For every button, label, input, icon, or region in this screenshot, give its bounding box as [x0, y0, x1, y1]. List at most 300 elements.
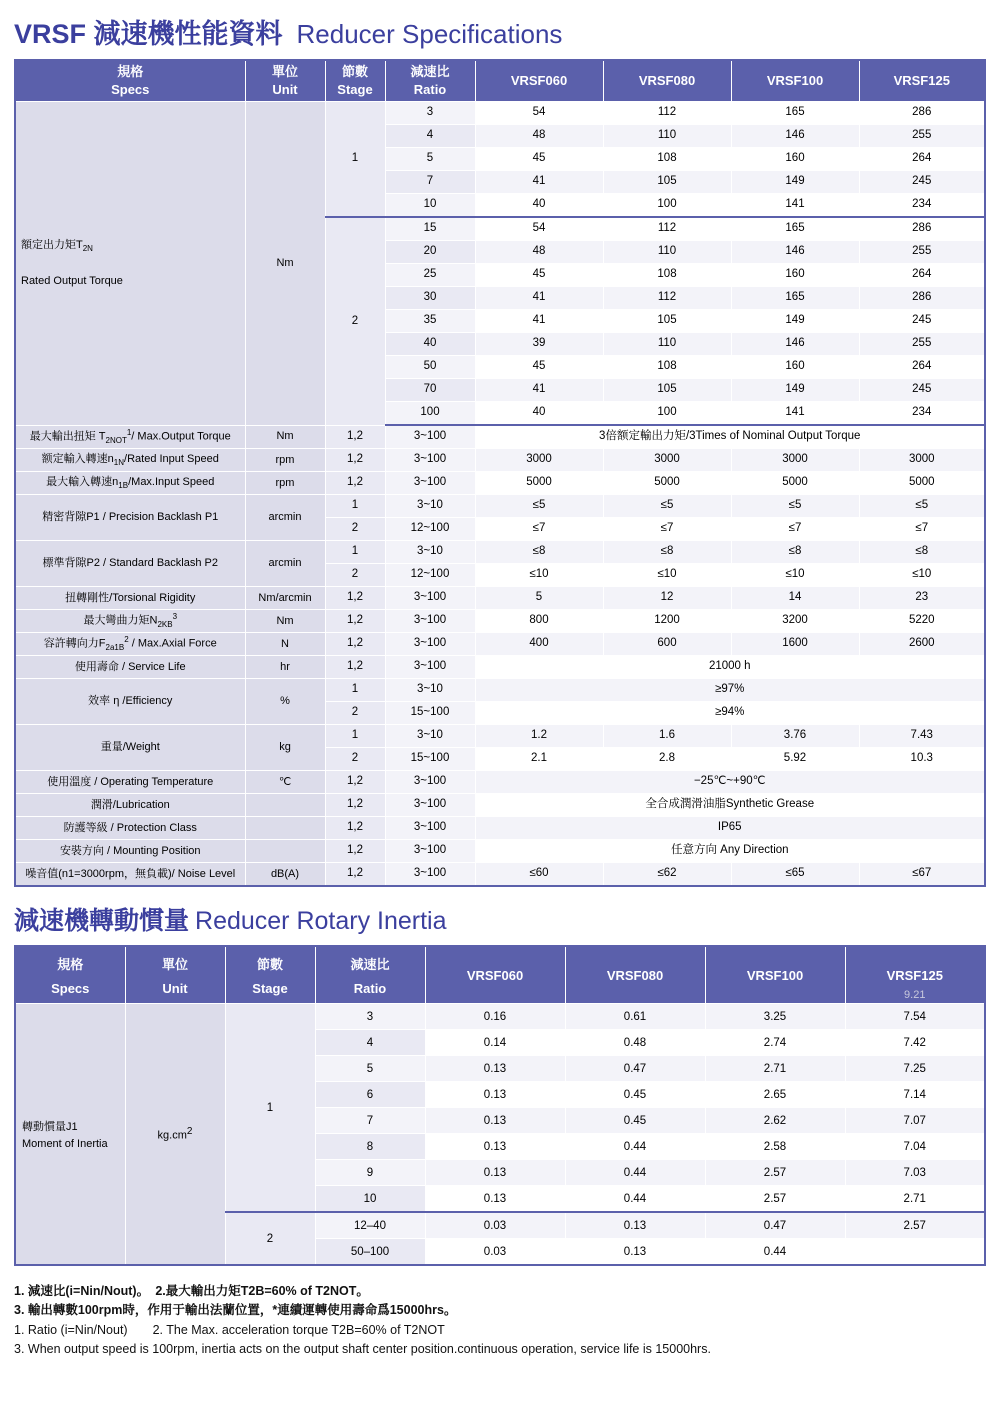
ratio-cell: 4	[385, 125, 475, 148]
value-cell: 0.13	[425, 1108, 565, 1134]
table-row	[15, 679, 985, 702]
table-row	[15, 587, 985, 610]
value-cell: 234	[859, 194, 985, 218]
unit-cell: hr	[245, 656, 325, 679]
value-cell: 1200	[603, 610, 731, 633]
header-vrsf100: VRSF100	[731, 60, 859, 102]
value-cell: 40	[475, 194, 603, 218]
value-cell: 146	[731, 125, 859, 148]
value-cell: 600	[603, 633, 731, 656]
value-cell: 0.16	[425, 1004, 565, 1030]
value-cell-merged: ≥97%	[475, 679, 985, 702]
rotary-inertia-table	[14, 945, 986, 1266]
table-row	[15, 771, 985, 794]
ratio-cell: 10	[315, 1186, 425, 1213]
ratio-cell: 3~100	[385, 794, 475, 817]
value-cell-merged: 3倍额定輸出力矩/3Times of Nominal Output Torque	[475, 425, 985, 449]
value-cell: ≤8	[859, 541, 985, 564]
value-cell: 165	[731, 287, 859, 310]
ratio-cell: 15	[385, 217, 475, 241]
value-cell: 149	[731, 171, 859, 194]
value-cell: 3000	[603, 449, 731, 472]
unit-cell	[245, 794, 325, 817]
header-specs: 規格 Specs	[15, 60, 245, 102]
page-title-cn: VRSF 減速機性能資料	[14, 19, 283, 49]
unit-cell: rpm	[245, 449, 325, 472]
value-cell: 12	[603, 587, 731, 610]
value-cell: 0.45	[565, 1108, 705, 1134]
label-max-output-torque: 最大輸出扭矩 $T_{2NOT}^1/$ Max.Output Torque	[15, 425, 245, 449]
ratio-cell: 30	[385, 287, 475, 310]
label-torsional-rigidity: 扭轉剛性/Torsional Rigidity	[15, 587, 245, 610]
value-cell: 0.13	[425, 1134, 565, 1160]
table-row	[15, 610, 985, 633]
ratio-cell: 3~10	[385, 725, 475, 748]
unit-cell: ℃	[245, 771, 325, 794]
value-cell: 2.71	[705, 1056, 845, 1082]
ratio-cell: 3~100	[385, 587, 475, 610]
value-cell: 112	[603, 287, 731, 310]
value-cell: 7.54	[845, 1004, 985, 1030]
value-cell: 45	[475, 356, 603, 379]
label-rated-output-torque: 額定出力矩$T_{2N}$ Rated Output Torque	[15, 102, 245, 426]
value-cell: 245	[859, 310, 985, 333]
value-cell: 141	[731, 194, 859, 218]
value-cell-merged: IP65	[475, 817, 985, 840]
value-cell: 264	[859, 356, 985, 379]
value-cell: 108	[603, 356, 731, 379]
ratio-cell: 50	[385, 356, 475, 379]
header-vrsf060: VRSF060	[475, 60, 603, 102]
header-ratio: 減速比 Ratio	[385, 60, 475, 102]
ratio-cell: 8	[315, 1134, 425, 1160]
value-cell: 110	[603, 125, 731, 148]
value-cell: 0.45	[565, 1082, 705, 1108]
footnote-en-1: 1. Ratio (i=Nin/Nout) 2. The Max. acceleration torque T2B=60% of T2NOT	[14, 1322, 445, 1337]
value-cell: 2.57	[705, 1160, 845, 1186]
value-cell: ≤7	[475, 518, 603, 541]
stage-cell: 1,2	[325, 472, 385, 495]
stage-cell: 2	[325, 564, 385, 587]
label-efficiency: 效率 η /Efficiency	[15, 679, 245, 725]
header-specs: 規格 Specs	[15, 946, 125, 1004]
stage-cell: 1	[325, 495, 385, 518]
value-cell: ≤10	[475, 564, 603, 587]
value-cell: 0.48	[565, 1030, 705, 1056]
ratio-cell: 3~100	[385, 863, 475, 887]
value-cell: 5000	[603, 472, 731, 495]
table-row	[15, 633, 985, 656]
value-cell: 3000	[859, 449, 985, 472]
stage-cell: 1,2	[325, 633, 385, 656]
value-cell: 10.3	[859, 748, 985, 771]
header-vrsf080: VRSF080	[603, 60, 731, 102]
value-cell-merged: 任意方向 Any Direction	[475, 840, 985, 863]
ratio-cell: 3	[315, 1004, 425, 1030]
value-cell: 108	[603, 264, 731, 287]
value-cell: 0.14	[425, 1030, 565, 1056]
label-protection-class: 防護等級 / Protection Class	[15, 817, 245, 840]
stage-cell: 2	[325, 748, 385, 771]
value-cell: 234	[859, 402, 985, 426]
value-cell: 40	[475, 402, 603, 426]
value-cell: 2.71	[845, 1186, 985, 1213]
value-cell: 0.44	[565, 1134, 705, 1160]
unit-cell: kg	[245, 725, 325, 771]
stage-2: 2	[225, 1212, 315, 1265]
unit-moment-of-inertia: kg.cm2	[125, 1004, 225, 1266]
value-cell: ≤10	[859, 564, 985, 587]
value-cell: ≤5	[731, 495, 859, 518]
value-cell: 245	[859, 171, 985, 194]
value-cell: 0.47	[705, 1212, 845, 1239]
value-cell: 160	[731, 148, 859, 171]
value-cell: 0.44	[565, 1186, 705, 1213]
header-stage: 節數 Stage	[225, 946, 315, 1004]
value-cell: 3200	[731, 610, 859, 633]
value-cell: ≤5	[859, 495, 985, 518]
ratio-cell: 3~100	[385, 425, 475, 449]
ratio-cell: 100	[385, 402, 475, 426]
ratio-cell: 35	[385, 310, 475, 333]
ratio-cell: 10	[385, 194, 475, 218]
label-moment-of-inertia: 轉動慣量J1 Moment of Inertia	[15, 1004, 125, 1266]
unit-cell: arcmin	[245, 541, 325, 587]
inertia-title	[0, 887, 1000, 945]
table-row	[15, 102, 985, 125]
stage-1: 1	[225, 1004, 315, 1213]
label-service-life: 使用壽命 / Service Life	[15, 656, 245, 679]
value-cell: 800	[475, 610, 603, 633]
value-cell: 7.07	[845, 1108, 985, 1134]
value-cell: 105	[603, 310, 731, 333]
table-row	[15, 725, 985, 748]
stage-2: 2	[325, 217, 385, 425]
header-vrsf080: VRSF080	[565, 946, 705, 1004]
stage-cell: 2	[325, 518, 385, 541]
stage-1: 1	[325, 102, 385, 218]
value-cell: 0.13	[565, 1212, 705, 1239]
ratio-cell: 3~100	[385, 817, 475, 840]
unit-cell: rpm	[245, 472, 325, 495]
value-cell: 286	[859, 217, 985, 241]
overlay-value: 9.21	[904, 989, 926, 1001]
stage-cell: 1	[325, 725, 385, 748]
value-cell: 5220	[859, 610, 985, 633]
value-cell: ≤62	[603, 863, 731, 887]
value-cell: ≤10	[731, 564, 859, 587]
value-cell: 41	[475, 310, 603, 333]
value-cell: 160	[731, 264, 859, 287]
ratio-cell: 7	[385, 171, 475, 194]
value-cell: 41	[475, 379, 603, 402]
value-cell: 14	[731, 587, 859, 610]
value-cell: 264	[859, 264, 985, 287]
value-cell: 400	[475, 633, 603, 656]
stage-cell: 1,2	[325, 771, 385, 794]
value-cell: 5000	[859, 472, 985, 495]
value-cell: 165	[731, 102, 859, 125]
ratio-cell: 7	[315, 1108, 425, 1134]
value-cell: 2.58	[705, 1134, 845, 1160]
unit-cell: Nm	[245, 425, 325, 449]
ratio-cell: 4	[315, 1030, 425, 1056]
label-max-input-speed: 最大輸入轉速$n_{1B}/Max.Input$ Speed	[15, 472, 245, 495]
value-cell: 1.2	[475, 725, 603, 748]
value-cell: 2.57	[705, 1186, 845, 1213]
value-cell: 5.92	[731, 748, 859, 771]
unit-cell: Nm	[245, 610, 325, 633]
header-vrsf125: VRSF125 9.21	[845, 946, 985, 1004]
stage-cell: 1,2	[325, 817, 385, 840]
value-cell: 0.13	[425, 1056, 565, 1082]
ratio-cell: 12~100	[385, 564, 475, 587]
unit-cell	[245, 840, 325, 863]
value-cell: 264	[859, 148, 985, 171]
table-row	[15, 817, 985, 840]
value-cell: ≤65	[731, 863, 859, 887]
value-cell: 2.8	[603, 748, 731, 771]
ratio-cell: 3~100	[385, 449, 475, 472]
stage-cell: 1,2	[325, 656, 385, 679]
header-stage: 節數 Stage	[325, 60, 385, 102]
stage-cell: 1,2	[325, 863, 385, 887]
page-title-en: Reducer Specifications	[296, 19, 563, 49]
label-max-bending-torque: 最大彎曲力矩$N_{2KB}^3$	[15, 610, 245, 633]
label-mounting-position: 安裝方向 / Mounting Position	[15, 840, 245, 863]
value-cell: 3000	[475, 449, 603, 472]
ratio-cell: 3~100	[385, 771, 475, 794]
value-cell: 100	[603, 402, 731, 426]
ratio-cell: 15~100	[385, 702, 475, 725]
value-cell: 110	[603, 333, 731, 356]
value-cell: 2.74	[705, 1030, 845, 1056]
inertia-header-row	[15, 946, 985, 1004]
stage-cell: 1	[325, 541, 385, 564]
table-header-row	[15, 60, 985, 102]
ratio-cell: 15~100	[385, 748, 475, 771]
header-unit: 單位 Unit	[245, 60, 325, 102]
value-cell: 0.47	[565, 1056, 705, 1082]
ratio-cell: 3~100	[385, 610, 475, 633]
ratio-cell: 3~100	[385, 840, 475, 863]
ratio-cell: 5	[385, 148, 475, 171]
value-cell: 54	[475, 102, 603, 125]
value-cell: 0.44	[705, 1239, 845, 1266]
value-cell: 0.61	[565, 1004, 705, 1030]
value-cell: 112	[603, 102, 731, 125]
value-cell: ≤8	[731, 541, 859, 564]
value-cell: 5	[475, 587, 603, 610]
value-cell: 45	[475, 148, 603, 171]
value-cell: 54	[475, 217, 603, 241]
value-cell: 45	[475, 264, 603, 287]
ratio-cell: 3~10	[385, 679, 475, 702]
header-vrsf125: VRSF125	[859, 60, 985, 102]
footnote-cn-1: 1. 減速比(i=Nin/Nout)。 2.最大輸出力矩T2B=60% of T2NOT。	[14, 1284, 369, 1298]
value-cell: 2600	[859, 633, 985, 656]
ratio-cell: 3~10	[385, 495, 475, 518]
value-cell-merged: 21000 h	[475, 656, 985, 679]
ratio-cell: 40	[385, 333, 475, 356]
value-cell: 2.1	[475, 748, 603, 771]
footnotes	[14, 1282, 1000, 1360]
value-cell: 0.44	[565, 1160, 705, 1186]
label-max-axial-force: 容許轉向力$F_{2a1B}^2$ / Max.Axial Force	[15, 633, 245, 656]
value-cell: 105	[603, 171, 731, 194]
table-row	[15, 656, 985, 679]
unit-cell: N	[245, 633, 325, 656]
table-row	[15, 840, 985, 863]
value-cell: 0.13	[425, 1160, 565, 1186]
value-cell: 3.25	[705, 1004, 845, 1030]
value-cell: ≤5	[475, 495, 603, 518]
table-row	[15, 541, 985, 564]
table-row	[15, 495, 985, 518]
specifications-table	[14, 59, 986, 887]
value-cell: 286	[859, 287, 985, 310]
value-cell: 7.43	[859, 725, 985, 748]
value-cell: 7.04	[845, 1134, 985, 1160]
value-cell	[845, 1239, 985, 1266]
value-cell: 1.6	[603, 725, 731, 748]
value-cell: 41	[475, 171, 603, 194]
value-cell: 41	[475, 287, 603, 310]
ratio-cell: 3~100	[385, 633, 475, 656]
label-weight: 重量/Weight	[15, 725, 245, 771]
table-row	[15, 425, 985, 449]
ratio-cell: 3~100	[385, 472, 475, 495]
value-cell: 2.62	[705, 1108, 845, 1134]
unit-rated-output-torque: Nm	[245, 102, 325, 426]
table-row	[15, 472, 985, 495]
value-cell: 286	[859, 102, 985, 125]
table-row	[15, 794, 985, 817]
ratio-cell: 3~10	[385, 541, 475, 564]
label-lubrication: 潤滑/Lubrication	[15, 794, 245, 817]
ratio-cell: 70	[385, 379, 475, 402]
footnote-cn-2: 3. 輸出轉數100rpm時，作用于輸出法蘭位置，*連續運轉使用壽命爲15000hrs。	[14, 1303, 457, 1318]
stage-cell: 1,2	[325, 610, 385, 633]
value-cell: 110	[603, 241, 731, 264]
value-cell: 149	[731, 379, 859, 402]
value-cell: 1600	[731, 633, 859, 656]
label-noise-level: 噪音值(n1=3000rpm，無負載)/ Noise Level	[15, 863, 245, 887]
ratio-cell: 12~100	[385, 518, 475, 541]
value-cell: 105	[603, 379, 731, 402]
table-row	[15, 449, 985, 472]
stage-cell: 1,2	[325, 587, 385, 610]
value-cell: 149	[731, 310, 859, 333]
value-cell: 141	[731, 402, 859, 426]
header-ratio: 減速比 Ratio	[315, 946, 425, 1004]
value-cell: 245	[859, 379, 985, 402]
ratio-cell: 20	[385, 241, 475, 264]
value-cell: ≤7	[859, 518, 985, 541]
ratio-cell: 12–40	[315, 1212, 425, 1239]
value-cell: 165	[731, 217, 859, 241]
value-cell: 48	[475, 241, 603, 264]
value-cell: 3.76	[731, 725, 859, 748]
page-title	[0, 0, 1000, 59]
footnote-en-2: 3. When output speed is 100rpm, inertia acts on the output shaft center position.continuous operation, service life is 15000hrs.	[14, 1342, 711, 1357]
label-rated-input-speed: 额定輸入轉速$n_{1N}$/Rated Input Speed	[15, 449, 245, 472]
value-cell: 146	[731, 241, 859, 264]
ratio-cell: 3~100	[385, 656, 475, 679]
value-cell: 146	[731, 333, 859, 356]
value-cell-merged: 全合成潤滑油脂Synthetic Grease	[475, 794, 985, 817]
value-cell: 7.42	[845, 1030, 985, 1056]
label-operating-temperature: 使用溫度 / Operating Temperature	[15, 771, 245, 794]
value-cell: ≤5	[603, 495, 731, 518]
value-cell: ≤8	[603, 541, 731, 564]
value-cell: 100	[603, 194, 731, 218]
unit-cell: %	[245, 679, 325, 725]
ratio-cell: 6	[315, 1082, 425, 1108]
stage-cell: 1,2	[325, 794, 385, 817]
value-cell: 7.03	[845, 1160, 985, 1186]
value-cell: 0.13	[425, 1186, 565, 1213]
value-cell: ≤10	[603, 564, 731, 587]
value-cell-merged: ≥94%	[475, 702, 985, 725]
value-cell: 5000	[475, 472, 603, 495]
ratio-cell: 5	[315, 1056, 425, 1082]
unit-cell	[245, 817, 325, 840]
value-cell: 48	[475, 125, 603, 148]
value-cell: 0.03	[425, 1212, 565, 1239]
unit-cell: dB(A)	[245, 863, 325, 887]
inertia-title-cn: 減速機轉動慣量	[14, 907, 190, 935]
stage-cell: 1,2	[325, 840, 385, 863]
ratio-cell: 50–100	[315, 1239, 425, 1266]
value-cell: 0.13	[425, 1082, 565, 1108]
value-cell: 39	[475, 333, 603, 356]
value-cell: ≤7	[731, 518, 859, 541]
value-cell: 7.14	[845, 1082, 985, 1108]
value-cell: 0.13	[565, 1239, 705, 1266]
ratio-cell: 3	[385, 102, 475, 125]
label-precision-backlash: 精密背隙P1 / Precision Backlash P1	[15, 495, 245, 541]
value-cell: 3000	[731, 449, 859, 472]
value-cell: ≤7	[603, 518, 731, 541]
header-vrsf060: VRSF060	[425, 946, 565, 1004]
table-row	[15, 1004, 985, 1030]
value-cell: ≤60	[475, 863, 603, 887]
stage-cell: 1	[325, 679, 385, 702]
value-cell: 2.57	[845, 1212, 985, 1239]
ratio-cell: 25	[385, 264, 475, 287]
value-cell: 160	[731, 356, 859, 379]
value-cell: 108	[603, 148, 731, 171]
stage-cell: 2	[325, 702, 385, 725]
value-cell: 112	[603, 217, 731, 241]
value-cell: 255	[859, 125, 985, 148]
ratio-cell: 9	[315, 1160, 425, 1186]
value-cell-merged: −25℃~+90℃	[475, 771, 985, 794]
value-cell: 2.65	[705, 1082, 845, 1108]
value-cell: 0.03	[425, 1239, 565, 1266]
value-cell: 255	[859, 241, 985, 264]
table-row	[15, 863, 985, 887]
value-cell: 7.25	[845, 1056, 985, 1082]
stage-cell: 1,2	[325, 425, 385, 449]
unit-cell: Nm/arcmin	[245, 587, 325, 610]
value-cell: 5000	[731, 472, 859, 495]
value-cell: ≤67	[859, 863, 985, 887]
label-standard-backlash: 標準背隙P2 / Standard Backlash P2	[15, 541, 245, 587]
value-cell: 255	[859, 333, 985, 356]
inertia-title-en: Reducer Rotary Inertia	[195, 907, 447, 935]
